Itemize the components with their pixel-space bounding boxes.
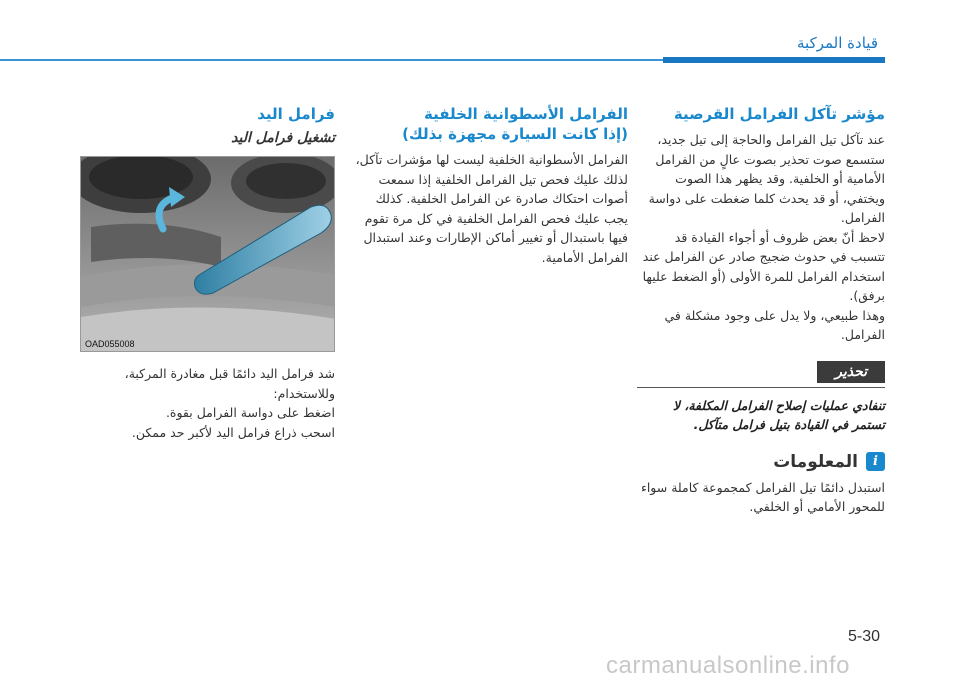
header-title: قيادة المركبة <box>797 34 878 52</box>
paragraph: عند تآكل تيل الفرامل والحاجة إلى تيل جديد، ستسمع صوت تحذير بصوت عالٍ من الفرامل الأمامية أو الخلفية. وقد يظهر هذا الصوت ويختفي، أو قد يحدث كلما ضغطت على دواسة الفرامل. <box>648 132 885 225</box>
drum-brakes-heading-note: (إذا كانت السيارة مجهزة بذلك) <box>402 125 628 143</box>
paragraph: لاحظ أنّ بعض ظروف أو أجواء القيادة قد تتسبب في حدوث ضجيج صادر عن الفرامل عند استخدام الفرامل للمرة الأولى (أو الضغط عليها برفق). <box>642 229 885 303</box>
footer-watermark: carmanualsonline.info <box>606 652 850 679</box>
paragraph: الفرامل الأسطوانية الخلفية ليست لها مؤشرات تآكل، لذلك عليك فحص تيل الفرامل الخلفية إذا سمعت أصوات احتكاك صادرة عن الفرامل الخلفية. كذلك يجب عليك فحص الفرامل الخلفية في كل مرة تقوم فيها باستبدال أو تغيير أماكن الإطارات وعند استبدال الفرامل الأمامية. <box>355 152 628 265</box>
parking-brake-heading: فرامل اليد <box>257 105 335 123</box>
warning-text: تنفادي عمليات إصلاح الفرامل المكلفة، لا تستمر في القيادة بتيل فرامل متآكل. <box>672 397 885 432</box>
info-header <box>637 452 885 472</box>
middle-column <box>350 104 628 267</box>
page-number: 5-30 <box>848 628 881 645</box>
info-text: استبدل دائمًا تيل الفرامل كمجموعة كاملة سواء للمحور الأمامي أو الخلفي. <box>640 479 885 514</box>
brake-wear-indicator-heading: مؤشر تآكل الفرامل القرصية <box>673 105 885 123</box>
paragraph: اسحب ذراع فرامل اليد لأكبر حد ممكن. <box>131 424 335 440</box>
drum-brakes-heading: الفرامل الأسطوانية الخلفية <box>424 105 628 123</box>
right-column <box>637 104 885 517</box>
paragraph: وهذا طبيعي، ولا يدل على وجود مشكلة في الفرامل. <box>664 307 885 342</box>
left-column <box>70 104 335 442</box>
photo-code: OAD055008 <box>85 339 135 349</box>
parking-brake-subheading: تشغيل فرامل اليد <box>231 130 335 146</box>
info-title: المعلومات <box>773 451 858 472</box>
paragraph: اضغط على دواسة الفرامل بقوة. <box>165 405 335 420</box>
parking-brake-illustration <box>81 157 335 352</box>
header-tab-bar <box>663 57 885 63</box>
paragraph: شد فرامل اليد دائمًا قبل مغادرة المركبة، وللاستخدام: <box>124 366 335 401</box>
parking-brake-photo <box>80 156 335 352</box>
warning-divider <box>637 387 885 388</box>
warning-label: تحذير <box>817 361 885 383</box>
info-icon: i <box>866 452 885 471</box>
